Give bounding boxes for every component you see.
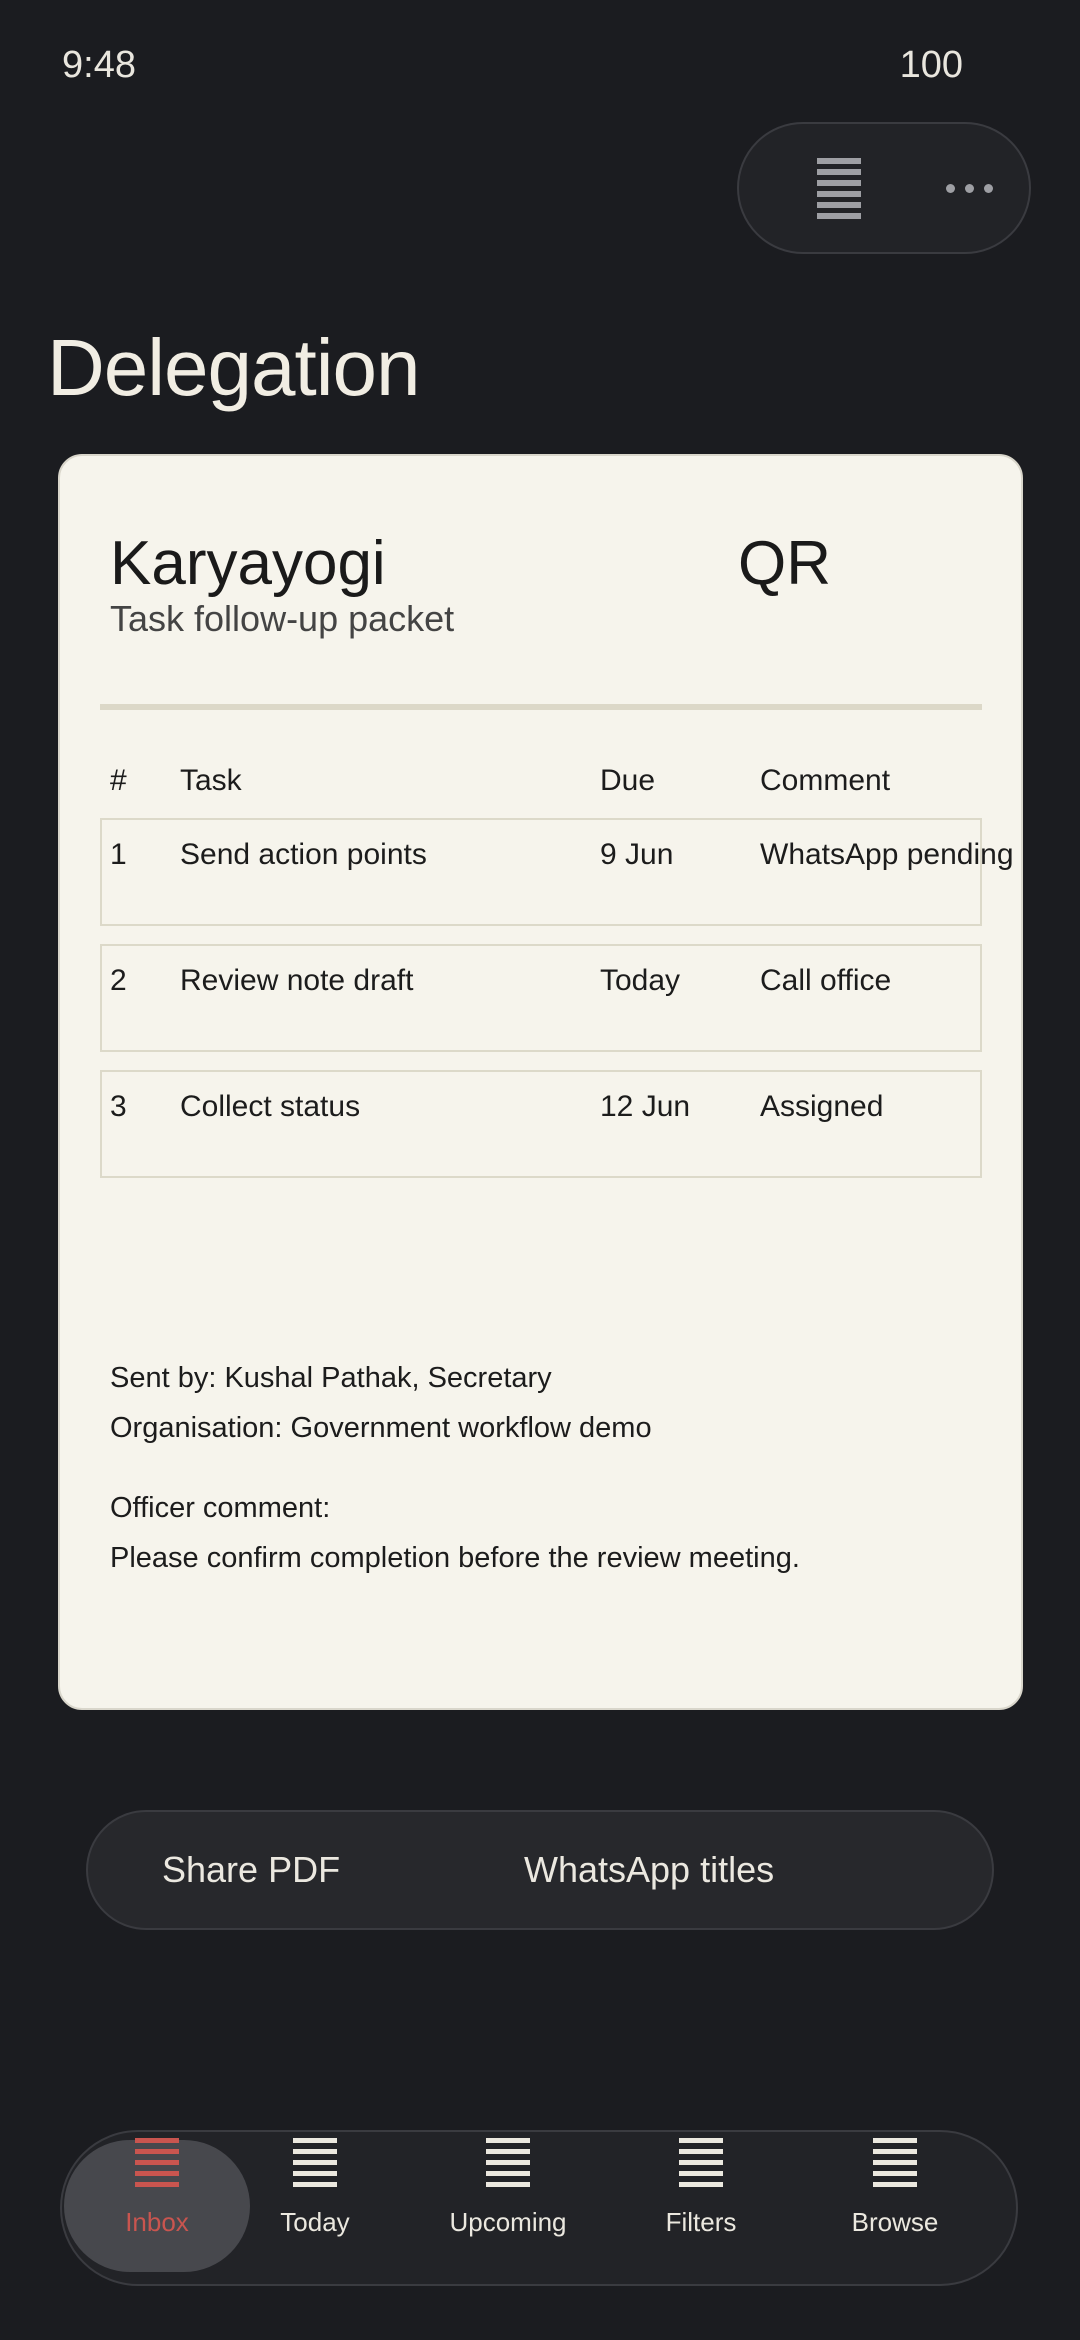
bottom-navigation — [60, 2130, 1018, 2286]
share-actions-bar — [86, 1810, 994, 1930]
officer-comment: Please confirm completion before the review meeting. — [110, 1542, 800, 1574]
row-comment: WhatsApp pending — [760, 838, 1014, 871]
column-header-comment: Comment — [760, 764, 891, 797]
column-header-number: # — [110, 764, 127, 797]
packet-preview — [58, 454, 1023, 1710]
whatsapp-titles-button[interactable]: WhatsApp titles — [524, 1849, 775, 1890]
list-icon — [817, 158, 861, 219]
top-actions-pill — [737, 122, 1031, 254]
more-options-button[interactable] — [909, 124, 1029, 252]
packet-subtitle: Task follow-up packet — [110, 598, 455, 639]
packet-brand: Karyayogi — [110, 529, 386, 598]
column-header-task: Task — [180, 764, 242, 797]
nav-item-browse[interactable] — [800, 2132, 990, 2284]
nav-item-filters[interactable] — [606, 2132, 796, 2284]
row-due: Today — [600, 964, 681, 997]
officer-comment-label: Officer comment: — [110, 1492, 331, 1524]
list-view-button[interactable] — [779, 124, 899, 252]
organisation: Organisation: Government workflow demo — [110, 1412, 652, 1444]
table-row — [100, 1070, 982, 1178]
inbox-icon — [135, 2138, 179, 2187]
browse-icon — [873, 2138, 917, 2187]
nav-label: Browse — [851, 2207, 939, 2237]
row-number: 3 — [110, 1090, 127, 1123]
row-due: 9 Jun — [600, 838, 674, 871]
upcoming-icon — [486, 2138, 530, 2187]
row-task: Send action points — [180, 838, 427, 871]
row-task: Review note draft — [180, 964, 414, 997]
nav-label: Inbox — [125, 2207, 189, 2237]
column-header-due: Due — [600, 764, 656, 797]
filters-icon — [679, 2138, 723, 2187]
nav-label: Today — [280, 2207, 350, 2237]
row-number: 2 — [110, 964, 127, 997]
row-number: 1 — [110, 838, 127, 871]
divider — [100, 704, 982, 710]
nav-item-today[interactable] — [220, 2132, 410, 2284]
qr-placeholder: QR — [738, 529, 831, 598]
battery-level: 100 — [899, 44, 963, 86]
row-comment: Assigned — [760, 1090, 884, 1123]
nav-label: Upcoming — [449, 2207, 567, 2237]
row-due: 12 Jun — [600, 1090, 691, 1123]
table-row — [100, 944, 982, 1052]
today-icon — [293, 2138, 337, 2187]
table-row — [100, 818, 1014, 926]
sent-by: Sent by: Kushal Pathak, Secretary — [110, 1362, 552, 1394]
nav-item-upcoming[interactable] — [413, 2132, 603, 2284]
status-time: 9:48 — [62, 44, 136, 86]
more-dots-icon — [946, 184, 993, 193]
page-title: Delegation — [47, 323, 420, 412]
nav-label: Filters — [665, 2207, 737, 2237]
row-comment: Call office — [760, 964, 892, 997]
share-pdf-button[interactable]: Share PDF — [162, 1849, 341, 1890]
row-task: Collect status — [180, 1090, 361, 1123]
